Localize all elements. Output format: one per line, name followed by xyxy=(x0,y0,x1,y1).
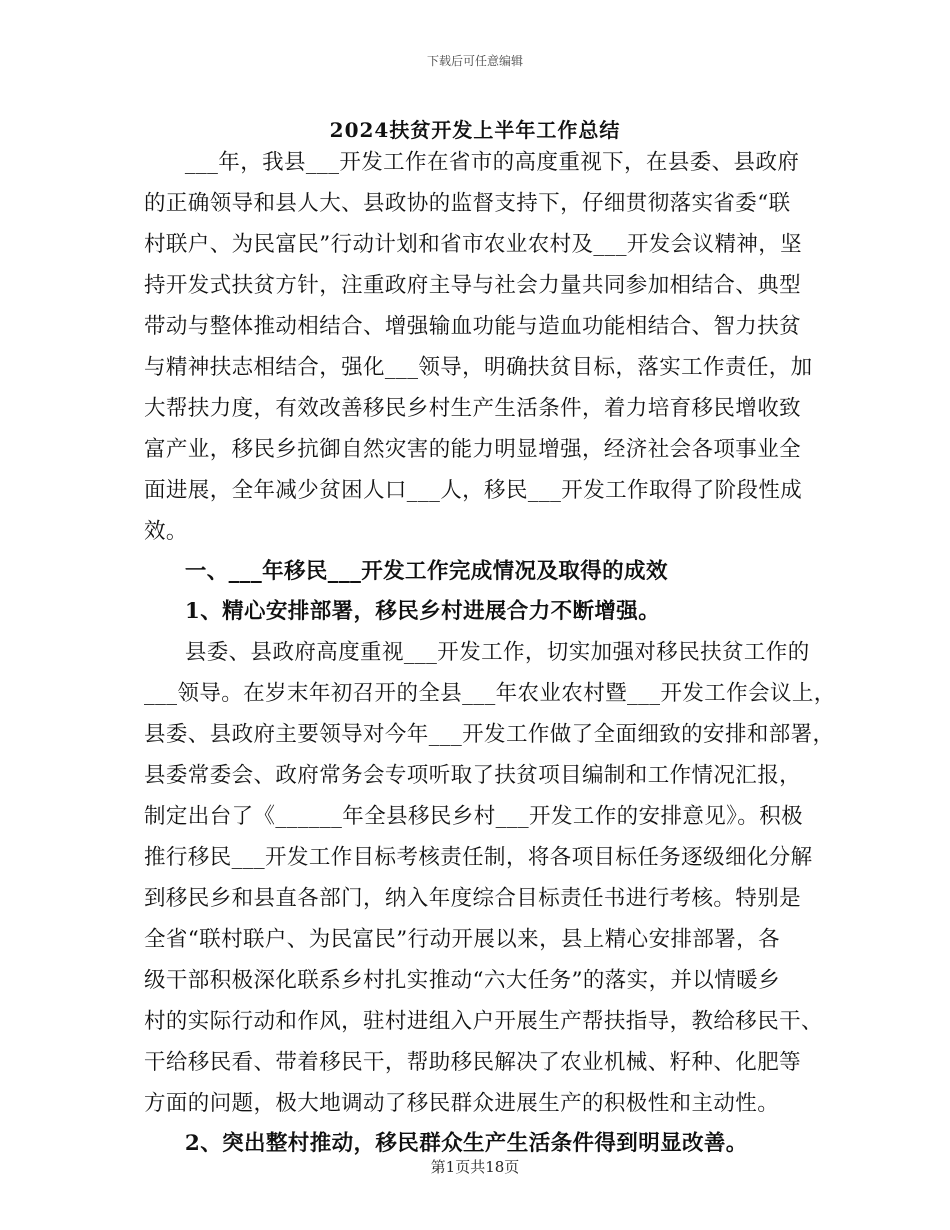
paragraph-line: 与精神扶志相结合，强化___领导，明确扶贫目标，落实工作责任，加 xyxy=(144,355,813,380)
paragraph-line: 推行移民___开发工作目标考核责任制，将各项目标任务逐级细化分解 xyxy=(144,845,813,870)
paragraph-line: 干给移民看、带着移民干，帮助移民解决了农业机械、籽种、化肥等 xyxy=(144,1050,802,1075)
paragraph-line: 村的实际行动和作风，驻村进组入户开展生产帮扶指导，教给移民干、 xyxy=(144,1009,823,1034)
paragraph-line: 带动与整体推动相结合、增强输血功能与造血功能相结合、智力扶贫 xyxy=(144,314,802,339)
section-heading-line: 1、精心安排部署，移民乡村进展合力不断增强。 xyxy=(184,599,661,624)
paragraph-line: ___年，我县___开发工作在省市的高度重视下，在县委、县政府 xyxy=(184,150,800,175)
page-header-note: 下载后可任意编辑 xyxy=(426,54,523,68)
section-heading-line: 一、___年移民___开发工作完成情况及取得的成效 xyxy=(184,559,668,584)
paragraph-line: 制定出台了《______年全县移民乡村___开发工作的安排意见》。积极 xyxy=(144,804,804,829)
page-footer-note: 第1页共18页 xyxy=(430,1158,520,1176)
paragraph-line: 县委、县政府主要领导对今年___开发工作做了全面细致的安排和部署， xyxy=(144,722,835,747)
paragraph-line: 富产业，移民乡抗御自然灾害的能力明显增强，经济社会各项事业全 xyxy=(144,437,802,462)
paragraph-line: 县委、县政府高度重视___开发工作，切实加强对移民扶贫工作的 xyxy=(184,640,810,665)
paragraph-line: 村联户、为民富民”行动计划和省市农业农村及___开发会议精神，坚 xyxy=(144,232,803,257)
paragraph-line: 大帮扶力度，有效改善移民乡村生产生活条件，着力培育移民增收致 xyxy=(144,396,802,421)
paragraph-line: 效。 xyxy=(144,519,188,544)
paragraph-line: 方面的问题，极大地调动了移民群众进展生产的积极性和主动性。 xyxy=(144,1091,780,1116)
paragraph-line: 全省“联村联户、为民富民”行动开展以来，县上精心安排部署，各 xyxy=(144,927,780,952)
document-title: 2024扶贫开发上半年工作总结 xyxy=(329,118,621,142)
paragraph-line: 县委常委会、政府常务会专项听取了扶贫项目编制和工作情况汇报， xyxy=(144,763,802,788)
paragraph-line: 的正确领导和县人大、县政协的监督支持下，仔细贯彻落实省委“联 xyxy=(144,191,791,216)
paragraph-line: 面进展，全年减少贫困人口___人，移民___开发工作取得了阶段性成 xyxy=(144,478,803,503)
paragraph-line: ___领导。在岁末年初召开的全县___年农业农村暨___开发工作会议上， xyxy=(144,681,836,706)
paragraph-line: 级干部积极深化联系乡村扎实推动“六大任务”的落实，并以情暖乡 xyxy=(144,968,780,993)
paragraph-line: 到移民乡和县直各部门，纳入年度综合目标责任书进行考核。特别是 xyxy=(144,886,802,911)
document-body xyxy=(144,142,836,1164)
paragraph-line: 持开发式扶贫方针，注重政府主导与社会力量共同参加相结合、典型 xyxy=(144,273,802,298)
section-heading-line: 2、突出整村推动，移民群众生产生活条件得到明显改善。 xyxy=(184,1131,748,1156)
